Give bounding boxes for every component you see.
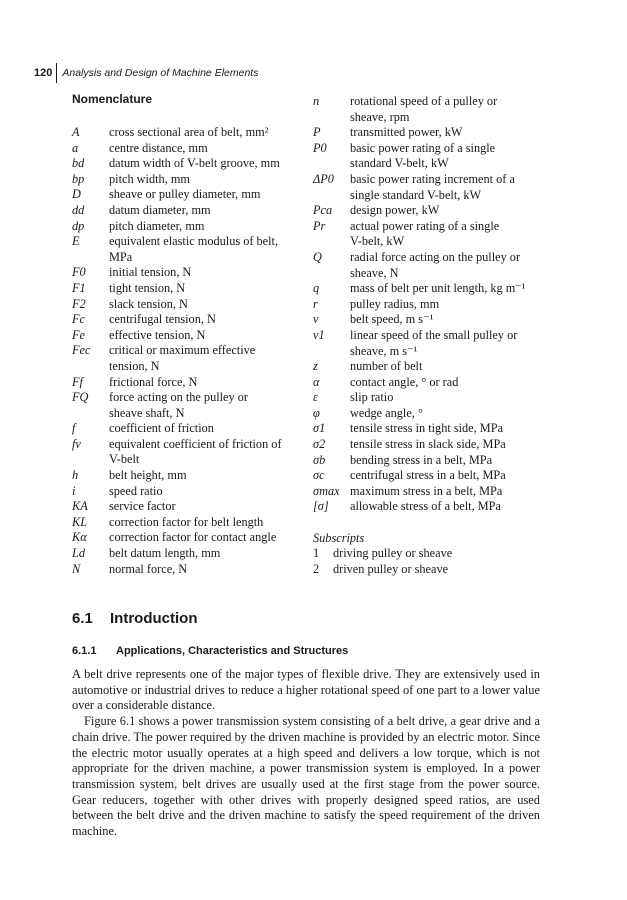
nomenclature-symbol: FQ xyxy=(72,390,89,405)
subscripts-heading: Subscripts xyxy=(313,530,365,545)
nomenclature-entry xyxy=(313,297,553,313)
definition-line: belt height, mm xyxy=(109,468,187,483)
nomenclature-entry xyxy=(72,375,312,391)
nomenclature-symbol: f xyxy=(72,421,76,436)
nomenclature-entry xyxy=(72,484,312,500)
nomenclature-definition xyxy=(350,219,553,250)
nomenclature-symbol: F2 xyxy=(72,296,86,311)
nomenclature-symbol: σ2 xyxy=(313,437,326,452)
definition-line: basic power rating increment of a xyxy=(350,171,515,186)
nomenclature-entry xyxy=(72,312,312,328)
nomenclature-symbol: dp xyxy=(72,218,85,233)
nomenclature-definition xyxy=(350,421,553,437)
nomenclature-entry xyxy=(72,219,312,235)
nomenclature-entry xyxy=(313,141,553,172)
subscript-entry xyxy=(313,546,553,562)
nomenclature-entry xyxy=(72,125,312,141)
nomenclature-definition xyxy=(109,203,312,219)
nomenclature-entry xyxy=(313,250,553,281)
definition-line: linear speed of the small pulley or xyxy=(350,327,518,342)
subsection-title: Applications, Characteristics and Structures xyxy=(116,645,349,657)
definition-line: sheave shaft, N xyxy=(109,405,185,420)
definition-line: pulley radius, mm xyxy=(350,296,440,311)
nomenclature-symbol: σb xyxy=(313,452,326,467)
nomenclature-definition xyxy=(109,484,312,500)
nomenclature-definition xyxy=(109,328,312,344)
nomenclature-symbol: Ld xyxy=(72,546,85,561)
subscript-text: driven pulley or sheave xyxy=(333,561,449,576)
nomenclature-left-column xyxy=(72,125,312,577)
nomenclature-entry xyxy=(72,546,312,562)
nomenclature-symbol: Kα xyxy=(72,530,87,545)
nomenclature-entry xyxy=(72,265,312,281)
nomenclature-symbol: q xyxy=(313,281,320,296)
nomenclature-definition xyxy=(109,312,312,328)
nomenclature-definition xyxy=(109,530,312,546)
nomenclature-definition xyxy=(350,172,553,203)
nomenclature-entry xyxy=(313,406,553,422)
nomenclature-symbol: v1 xyxy=(313,327,325,342)
nomenclature-symbol: P0 xyxy=(313,140,327,155)
nomenclature-definition xyxy=(350,453,553,469)
paragraph: Figure 6.1 shows a power transmission system consisting of a belt drive, a gear drive and a chain drive. The power required by the driven machine is provided by an electric motor. Since the electric motor usually operates at a high speed and delivers a low torque, which is not appropriate for the driven machine, a power transmission system is employed. In a power transmission system, belt drives are usually used at the first stage from the power source. Gear reducers, together with other drives with properly designed speed ratios, are used between the belt drive and the driven machine to satisfy the speed requirement of the driven machine. xyxy=(72,714,540,839)
paragraph: A belt drive represents one of the major types of flexible drive. They are extensively used in automotive or industrial drives to reduce a higher rotational speed of one part to a lower value over a considerable distance. xyxy=(72,667,540,713)
definition-line: sheave, rpm xyxy=(350,109,410,124)
definition-line: correction factor for contact angle xyxy=(109,530,277,545)
nomenclature-symbol: Pr xyxy=(313,218,326,233)
definition-line: maximum stress in a belt, MPa xyxy=(350,483,503,498)
nomenclature-symbol: A xyxy=(72,125,80,139)
definition-line: datum diameter, mm xyxy=(109,202,211,217)
nomenclature-symbol: α xyxy=(313,374,320,389)
nomenclature-definition xyxy=(350,281,553,297)
nomenclature-definition xyxy=(109,187,312,203)
nomenclature-entry xyxy=(313,312,553,328)
nomenclature-entry xyxy=(313,453,553,469)
nomenclature-definition xyxy=(109,219,312,235)
definition-line: number of belt xyxy=(350,359,423,374)
nomenclature-entry xyxy=(313,359,553,375)
nomenclature-entry xyxy=(72,234,312,265)
nomenclature-definition xyxy=(350,250,553,281)
nomenclature-symbol: σmax xyxy=(313,483,340,498)
nomenclature-symbol: v xyxy=(313,312,319,327)
nomenclature-definition xyxy=(109,297,312,313)
nomenclature-definition xyxy=(109,156,312,172)
nomenclature-symbol: σ1 xyxy=(313,421,326,436)
definition-line: coefficient of friction xyxy=(109,421,214,436)
definition-line: correction factor for belt length xyxy=(109,514,264,529)
nomenclature-symbol: σc xyxy=(313,468,325,483)
nomenclature-symbol: Fc xyxy=(72,312,85,327)
nomenclature-symbol: a xyxy=(72,140,79,155)
nomenclature-symbol: P xyxy=(313,125,321,140)
nomenclature-definition xyxy=(350,437,553,453)
definition-line: equivalent coefficient of friction of xyxy=(109,436,282,451)
nomenclature-definition xyxy=(109,281,312,297)
definition-line: belt speed, m s⁻¹ xyxy=(350,312,434,327)
nomenclature-symbol: Q xyxy=(313,249,322,264)
definition-line: transmitted power, kW xyxy=(350,125,463,140)
nomenclature-definition xyxy=(109,562,312,578)
definition-line: datum width of V-belt groove, mm xyxy=(109,156,280,171)
page-header xyxy=(34,63,258,83)
definition-line: bending stress in a belt, MPa xyxy=(350,452,493,467)
nomenclature-definition xyxy=(109,234,312,265)
definition-line: speed ratio xyxy=(109,483,163,498)
definition-line: rotational speed of a pulley or xyxy=(350,94,498,108)
definition-line: mass of belt per unit length, kg m⁻¹ xyxy=(350,281,526,296)
nomenclature-symbol: E xyxy=(72,234,80,249)
nomenclature-entry xyxy=(313,375,553,391)
section-title: Introduction xyxy=(110,610,198,627)
nomenclature-entry xyxy=(72,515,312,531)
nomenclature-entry xyxy=(313,421,553,437)
running-title: Analysis and Design of Machine Elements xyxy=(62,67,259,79)
nomenclature-symbol: Pca xyxy=(313,203,333,218)
nomenclature-entry xyxy=(72,499,312,515)
nomenclature-entry xyxy=(72,437,312,468)
nomenclature-definition xyxy=(350,125,553,141)
nomenclature-definition xyxy=(109,343,312,374)
nomenclature-definition xyxy=(350,94,553,125)
subscript-number: 2 xyxy=(313,561,320,576)
nomenclature-entry xyxy=(313,203,553,219)
definition-line: effective tension, N xyxy=(109,327,206,342)
nomenclature-entry xyxy=(72,421,312,437)
definition-line: normal force, N xyxy=(109,561,188,576)
nomenclature-entry xyxy=(313,219,553,250)
nomenclature-definition xyxy=(350,141,553,172)
definition-line: initial tension, N xyxy=(109,265,192,280)
definition-line: standard V-belt, kW xyxy=(350,156,449,171)
nomenclature-symbol: dd xyxy=(72,202,85,217)
definition-line: force acting on the pulley or xyxy=(109,390,248,405)
nomenclature-definition xyxy=(109,265,312,281)
nomenclature-entry xyxy=(72,187,312,203)
nomenclature-definition xyxy=(109,390,312,421)
nomenclature-symbol: bp xyxy=(72,171,85,186)
nomenclature-symbol: F1 xyxy=(72,280,86,295)
subscript-entry xyxy=(313,562,553,578)
nomenclature-symbol: n xyxy=(313,94,320,108)
nomenclature-entry xyxy=(313,468,553,484)
definition-line: basic power rating of a single xyxy=(350,140,496,155)
nomenclature-entry xyxy=(72,530,312,546)
nomenclature-symbol: h xyxy=(72,468,79,483)
nomenclature-definition xyxy=(109,421,312,437)
nomenclature-definition xyxy=(109,499,312,515)
nomenclature-entry xyxy=(313,328,553,359)
nomenclature-definition xyxy=(109,468,312,484)
section-number: 6.1 xyxy=(72,610,93,627)
definition-line: actual power rating of a single xyxy=(350,218,500,233)
nomenclature-entry xyxy=(313,437,553,453)
subscript-number: 1 xyxy=(313,546,320,561)
definition-line: slack tension, N xyxy=(109,296,188,311)
definition-line: centre distance, mm xyxy=(109,140,208,155)
header-divider xyxy=(56,63,57,83)
nomenclature-entry xyxy=(313,281,553,297)
subsection-number: 6.1.1 xyxy=(72,645,97,657)
nomenclature-entry xyxy=(72,172,312,188)
definition-line: wedge angle, ° xyxy=(350,405,423,420)
nomenclature-definition xyxy=(350,312,553,328)
definition-line: centrifugal tension, N xyxy=(109,312,216,327)
nomenclature-symbol: Fec xyxy=(72,343,91,358)
section-heading xyxy=(72,610,197,627)
nomenclature-entry xyxy=(72,343,312,374)
nomenclature-definition xyxy=(350,406,553,422)
nomenclature-entry xyxy=(313,125,553,141)
nomenclature-definition xyxy=(109,172,312,188)
definition-line: V-belt, kW xyxy=(350,234,405,249)
nomenclature-symbol: D xyxy=(72,187,81,202)
subscript-text: driving pulley or sheave xyxy=(333,546,453,561)
nomenclature-entry xyxy=(313,499,553,515)
nomenclature-entry xyxy=(72,390,312,421)
definition-line: contact angle, ° or rad xyxy=(350,374,459,389)
nomenclature-symbol: z xyxy=(313,359,318,374)
definition-line: cross sectional area of belt, mm² xyxy=(109,125,269,139)
nomenclature-entry xyxy=(72,281,312,297)
nomenclature-right-column xyxy=(313,94,553,577)
nomenclature-symbol: Ff xyxy=(72,374,83,389)
nomenclature-definition xyxy=(350,203,553,219)
nomenclature-entry xyxy=(72,141,312,157)
subsection-heading xyxy=(72,645,348,657)
definition-line: tensile stress in slack side, MPa xyxy=(350,437,506,452)
nomenclature-symbol: i xyxy=(72,483,76,498)
definition-line: allowable stress of a belt, MPa xyxy=(350,499,501,514)
definition-line: V-belt xyxy=(109,452,140,467)
definition-line: single standard V-belt, kW xyxy=(350,187,482,202)
page-number: 120 xyxy=(34,67,53,79)
definition-line: pitch width, mm xyxy=(109,171,190,186)
nomenclature-entry xyxy=(72,562,312,578)
nomenclature-symbol: [σ] xyxy=(313,499,329,514)
definition-line: MPa xyxy=(109,249,133,264)
nomenclature-definition xyxy=(350,484,553,500)
nomenclature-entry xyxy=(72,328,312,344)
nomenclature-symbol: ΔP0 xyxy=(313,171,334,186)
definition-line: sheave, m s⁻¹ xyxy=(350,343,418,358)
nomenclature-symbol: KL xyxy=(72,514,88,529)
definition-line: service factor xyxy=(109,499,176,514)
nomenclature-entry xyxy=(313,172,553,203)
nomenclature-definition xyxy=(350,499,553,515)
nomenclature-symbol: ε xyxy=(313,390,318,405)
definition-line: centrifugal stress in a belt, MPa xyxy=(350,468,506,483)
nomenclature-symbol: r xyxy=(313,296,318,311)
nomenclature-entry xyxy=(313,390,553,406)
nomenclature-definition xyxy=(109,375,312,391)
definition-line: equivalent elastic modulus of belt, xyxy=(109,234,279,249)
definition-line: slip ratio xyxy=(350,390,394,405)
nomenclature-definition xyxy=(350,390,553,406)
definition-line: tensile stress in tight side, MPa xyxy=(350,421,504,436)
nomenclature-entry xyxy=(313,94,553,125)
nomenclature-definition xyxy=(109,141,312,157)
nomenclature-symbol: Fe xyxy=(72,327,85,342)
definition-line: tight tension, N xyxy=(109,280,186,295)
nomenclature-definition xyxy=(350,328,553,359)
nomenclature-symbol: bd xyxy=(72,156,85,171)
body-text xyxy=(72,667,540,840)
nomenclature-entry xyxy=(72,156,312,172)
definition-line: pitch diameter, mm xyxy=(109,218,205,233)
definition-line: frictional force, N xyxy=(109,374,198,389)
nomenclature-definition xyxy=(350,375,553,391)
nomenclature-symbol: KA xyxy=(72,499,88,514)
nomenclature-definition xyxy=(350,297,553,313)
nomenclature-symbol: φ xyxy=(313,405,320,420)
nomenclature-symbol: fv xyxy=(72,436,81,451)
nomenclature-symbol: F0 xyxy=(72,265,86,280)
nomenclature-definition xyxy=(350,359,553,375)
nomenclature-heading: Nomenclature xyxy=(72,92,153,106)
nomenclature-definition xyxy=(109,437,312,468)
nomenclature-entry xyxy=(72,203,312,219)
definition-line: sheave or pulley diameter, mm xyxy=(109,187,261,202)
definition-line: radial force acting on the pulley or xyxy=(350,249,521,264)
nomenclature-definition xyxy=(350,468,553,484)
definition-line: tension, N xyxy=(109,358,160,373)
nomenclature-entry xyxy=(313,484,553,500)
definition-line: critical or maximum effective xyxy=(109,343,256,358)
nomenclature-definition xyxy=(109,515,312,531)
nomenclature-entry xyxy=(72,468,312,484)
nomenclature-symbol: N xyxy=(72,561,81,576)
nomenclature-definition xyxy=(109,546,312,562)
nomenclature-definition xyxy=(109,125,312,141)
nomenclature-entry xyxy=(72,297,312,313)
definition-line: belt datum length, mm xyxy=(109,546,221,561)
definition-line: design power, kW xyxy=(350,203,440,218)
definition-line: sheave, N xyxy=(350,265,399,280)
